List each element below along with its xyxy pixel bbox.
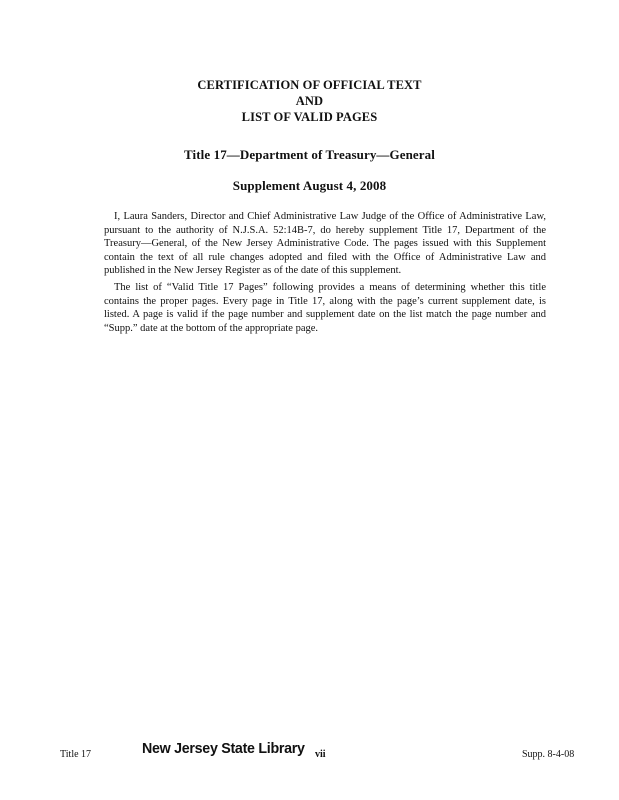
document-title-line-3: LIST OF VALID PAGES xyxy=(241,110,378,124)
supplement-date: Supplement August 4, 2008 xyxy=(232,178,387,193)
footer-title: Title 17 xyxy=(60,749,92,760)
page-number: vii xyxy=(315,749,326,760)
footer-supplement: Supp. 8-4-08 xyxy=(522,749,575,760)
certification-paragraph: I, Laura Sanders, Director and Chief Administrative Law Judge of the Office of Administrative Law, pursuant to the authority of N.J.S.A. 52:14B-7, do hereby supplement Title 17, Department of the Treasury—General, of the New Jersey Administrative Code. The pages issued with this Supplement contain the text of all rule changes adopted and filed with the Office of Administrative Law and published in the New Jersey Register as of the date of this supplement. xyxy=(104,211,546,277)
document-title-line-1: CERTIFICATION OF OFFICIAL TEXT xyxy=(197,78,422,92)
library-stamp: New Jersey State Library xyxy=(142,740,305,757)
document-title-line-2: AND xyxy=(295,94,324,108)
document-subtitle: Title 17—Department of Treasury—General xyxy=(184,147,435,162)
valid-pages-paragraph: The list of “Valid Title 17 Pages” following provides a means of determining whether this title contains the proper pages. Every page in Title 17, along with the page’s current supplement date, is listed. A page is valid if the page number and supplement date on the list match the page number and “Supp.” date at the bottom of the appropriate page. xyxy=(104,282,546,334)
